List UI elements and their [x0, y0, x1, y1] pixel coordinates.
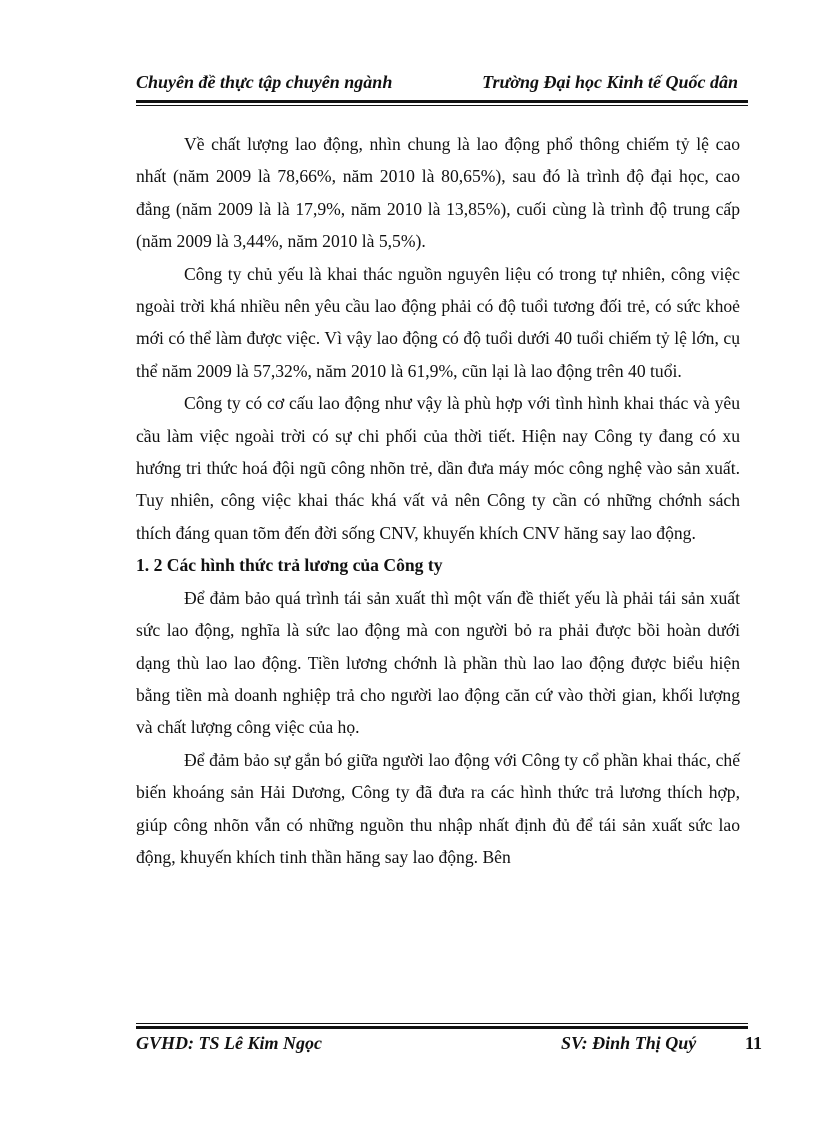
page-footer: [136, 1033, 762, 1059]
header-rule: [136, 100, 748, 103]
paragraph-wage-forms: Để đảm bảo sự gắn bó giữa người lao động với Công ty cổ phần khai thác, chế biến khoáng sản Hải Dương, Công ty đã đưa ra các hình thức trả lương thích hợp, giúp công nhõn vẫn có những nguồn thu nhập nhất định đủ để tái sản xuất sức lao động, khuyến khích tinh thần hăng say lao động. Bên: [136, 749, 740, 867]
footer-advisor: GVHD: TS Lê Kim Ngọc: [136, 1033, 322, 1053]
header-university: Trường Đại học Kinh tế Quốc dân: [482, 72, 738, 92]
paragraph-wage-purpose: Để đảm bảo quá trình tái sản xuất thì một vấn đề thiết yếu là phải tái sản xuất sức lao động, nghĩa là sức lao động mà con người bỏ ra phải được bồi hoàn dưới dạng thù lao lao động. Tiền lương chớnh là phần thù lao lao động được biểu hiện bằng tiền mà doanh nghiệp trả cho người lao động căn cứ vào thời gian, khối lượng và chất lượng công việc của họ.: [136, 587, 740, 738]
header-rule-secondary: [136, 105, 748, 106]
footer-student: SV: Đinh Thị Quý: [561, 1033, 697, 1053]
page-number: 11: [744, 1033, 762, 1053]
footer-rule: [136, 1026, 748, 1029]
page-header: [136, 72, 738, 98]
paragraph-labor-age: Công ty chủ yếu là khai thác nguồn nguyên liệu có trong tự nhiên, công việc ngoài trời khá nhiều nên yêu cầu lao động phải có độ tuổi tương đối trẻ, có sức khoẻ mới có thể làm được việc. Vì vậy lao động có độ tuổi dưới 40 tuổi chiếm tỷ lệ lớn, cụ thể năm 2009 là 57,32%, năm 2010 là 61,9%, cũn lại là lao động trên 40 tuổi.: [136, 263, 740, 381]
paragraph-labor-structure: Công ty có cơ cấu lao động như vậy là phù hợp với tình hình khai thác và yêu cầu làm việc ngoài trời có sự chi phối của thời tiết. Hiện nay Công ty đang có xu hướng tri thức hoá đội ngũ công nhõn trẻ, dần đưa máy móc công nghệ vào sản xuất. Tuy nhiên, công việc khai thác khá vất vả nên Công ty cần có những chớnh sách thích đáng quan tõm đến đời sống CNV, khuyến khích CNV hăng say lao động.: [136, 393, 740, 543]
footer-rule-secondary: [136, 1023, 748, 1024]
document-body: [136, 128, 740, 873]
paragraph-labor-quality: Về chất lượng lao động, nhìn chung là lao động phổ thông chiếm tỷ lệ cao nhất (năm 2009 là 78,66%, năm 2010 là 80,65%), sau đó là trình độ đại học, cao đẳng (năm 2009 là là 17,9%, năm 2010 là 13,85%), cuối cùng là trình độ trung cấp (năm 2009 là 3,44%, năm 2010 là 5,5%).: [136, 134, 740, 252]
header-course-title: Chuyên đề thực tập chuyên ngành: [136, 72, 393, 92]
section-heading: 1. 2 Các hình thức trả lương của Công ty: [136, 555, 443, 576]
